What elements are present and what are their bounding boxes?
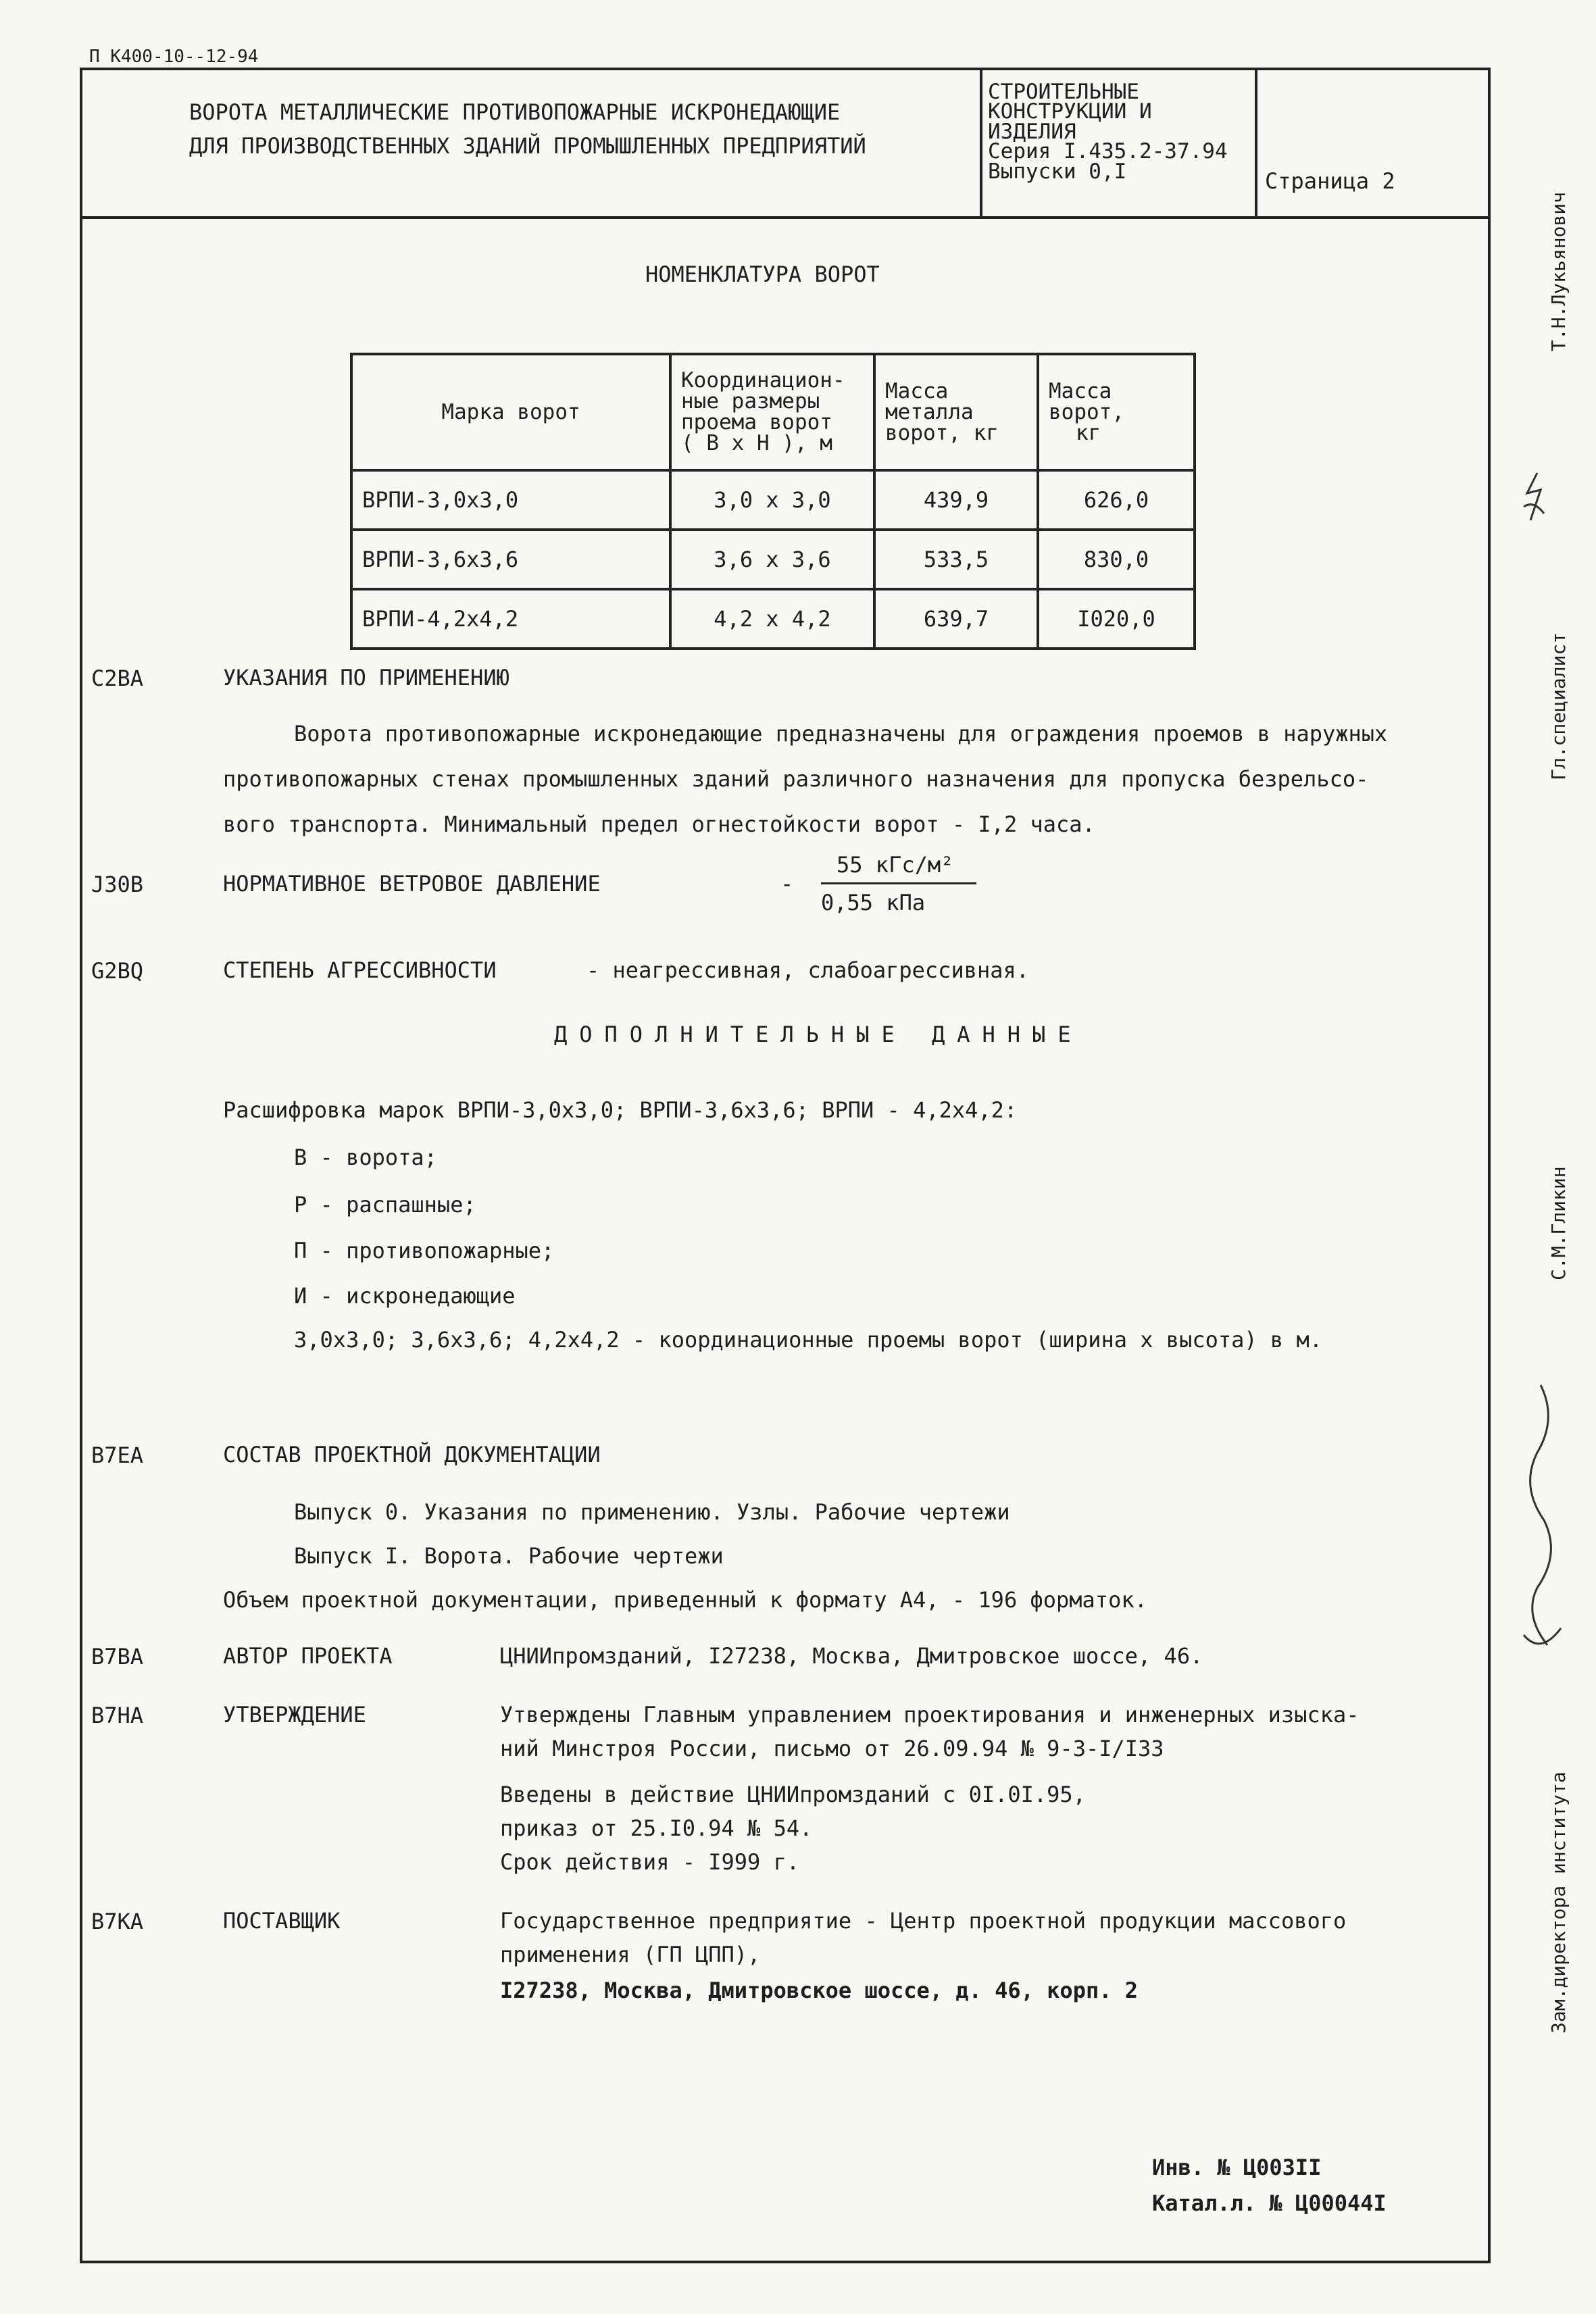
cell-size: 4,2 х 4,2 [670,589,874,649]
table-row [351,589,1195,649]
supplier-line: применения (ГП ЦПП), [500,1942,761,1967]
decode-sizes: 3,0х3,0; 3,6х3,6; 4,2х4,2 - координационные проемы ворот (ширина х высота) в м. [294,1327,1322,1353]
docs-heading: СОСТАВ ПРОЕКТНОЙ ДОКУМЕНТАЦИИ [223,1442,601,1467]
usage-line: вого транспорта. Минимальный предел огнестойкости ворот - I,2 часа. [223,811,1095,837]
header-line: Координацион- [681,368,845,393]
header-line: металла [885,399,974,424]
header-line: проема ворот [681,410,832,434]
section-code: В7КА [91,1909,144,1934]
header-line: Масса [1049,378,1112,403]
series-block [988,82,1228,182]
table-row [351,470,1195,530]
series-line: КОНСТРУКЦИИ И [988,99,1152,124]
section-code: В7НА [91,1703,144,1728]
cell-gate-mass: 830,0 [1038,530,1195,589]
table-row [351,530,1195,589]
document-reference: П К400-10--12-94 [89,47,259,67]
signature-mark [1510,1378,1571,1655]
header-line: кг [1076,420,1101,445]
approval-heading: УТВЕРЖДЕНИЕ [223,1702,366,1728]
docs-issue: Выпуск I. Ворота. Рабочие чертежи [294,1543,724,1569]
fraction-bar [821,882,976,884]
aggressive-value: - неагрессивная, слабоагрессивная. [587,957,1030,983]
doc-title-line2: ДЛЯ ПРОИЗВОДСТВЕННЫХ ЗДАНИЙ ПРОМЫШЛЕННЫХ ПРЕДПРИЯТИЙ [189,133,866,159]
signatory-name-2: С.М.Гликин [1547,1166,1570,1280]
nomenclature-title: НОМЕНКЛАТУРА ВОРОТ [645,261,880,287]
decode-text: Расшифровка марок ВРПИ-3,0х3,0; ВРПИ-3,6х3,6; ВРПИ - 4,2х4,2: [223,1097,1018,1123]
cell-mark: ВРПИ-3,6х3,6 [351,530,670,589]
aggressive-heading: СТЕПЕНЬ АГРЕССИВНОСТИ [223,957,497,983]
header-col-divider-1 [980,68,982,218]
series-issues: Выпуски 0,I [988,159,1127,184]
docs-volume: Объем проектной документации, приведенный к формату А4, - 196 форматок. [223,1587,1147,1613]
additional-heading: ДОПОЛНИТЕЛЬНЫЕ ДАННЫЕ [554,1022,1083,1047]
section-code: С2ВА [91,665,144,691]
cell-mark: ВРПИ-4,2х4,2 [351,589,670,649]
col-header-gate-mass [1038,354,1195,470]
decode-item: И - искронедающие [294,1283,516,1309]
inventory-number: Инв. № Ц003II [1152,2155,1322,2180]
supplier-line: Государственное предприятие - Центр проектной продукции массового [500,1908,1347,1934]
series-line: СТРОИТЕЛЬНЫЕ [988,80,1139,104]
approval-line: приказ от 25.I0.94 № 54. [500,1815,813,1841]
usage-line: Ворота противопожарные искронедающие предназначены для ограждения проемов в наружных [294,721,1388,747]
header-line: Масса [885,378,949,403]
cell-gate-mass: 626,0 [1038,470,1195,530]
header-line: ворот, кг [885,420,999,445]
signatory-name-1: Т.Н.Лукьянович [1547,191,1570,351]
wind-dash: - [780,871,794,897]
cell-size: 3,6 х 3,6 [670,530,874,589]
decode-item: Р - распашные; [294,1192,476,1217]
section-code: В7ВА [91,1644,144,1669]
docs-issue: Выпуск 0. Указания по применению. Узлы. Рабочие чертежи [294,1499,1010,1525]
cell-metal-mass: 639,7 [874,589,1038,649]
col-header-mark: Марка ворот [351,354,670,470]
wind-value-kpa: 0,55 кПа [821,890,926,915]
header-line: ные размеры [681,389,820,413]
catalog-number: Катал.л. № Ц00044I [1152,2190,1387,2216]
page-number: Страница 2 [1265,168,1395,194]
col-header-metal-mass [874,354,1038,470]
series-line: ИЗДЕЛИЯ [988,119,1076,144]
header-divider [80,216,1491,219]
doc-title-line1: ВОРОТА МЕТАЛЛИЧЕСКИЕ ПРОТИВОПОЖАРНЫЕ ИСКРОНЕДАЮЩИЕ [189,99,841,125]
usage-heading: УКАЗАНИЯ ПО ПРИМЕНЕНИЮ [223,665,509,690]
section-code: G2BQ [91,958,144,984]
approval-line: ний Минстроя России, письмо от 26.09.94 № 9-3-I/I33 [500,1736,1164,1761]
decode-item: В - ворота; [294,1145,437,1170]
usage-line: противопожарных стенах промышленных зданий различного назначения для пропуска безрельсо- [223,766,1369,792]
series-number: Серия I.435.2-37.94 [988,139,1228,164]
signature-mark [1510,466,1557,540]
supplier-line: I27238, Москва, Дмитровское шоссе, д. 46, корп. 2 [500,1978,1139,2003]
nomenclature-table [350,353,1196,650]
cell-metal-mass: 439,9 [874,470,1038,530]
table-header-row [351,354,1195,470]
header-line: ( В х Н ), м [681,431,832,455]
approval-line: Срок действия - I999 г. [500,1849,800,1875]
author-value: ЦНИИпромзданий, I27238, Москва, Дмитровское шоссе, 46. [500,1643,1203,1669]
cell-size: 3,0 х 3,0 [670,470,874,530]
header-col-divider-2 [1255,68,1257,218]
approval-line: Утверждены Главным управлением проектирования и инженерных изыска- [500,1702,1360,1728]
wind-value-kgs: 55 кГс/м² [837,852,954,878]
signatory-role-2: Зам.директора института [1547,1771,1570,2034]
wind-heading: НОРМАТИВНОЕ ВЕТРОВОЕ ДАВЛЕНИЕ [223,871,601,897]
decode-item: П - противопожарные; [294,1238,555,1263]
author-heading: АВТОР ПРОЕКТА [223,1643,393,1669]
cell-metal-mass: 533,5 [874,530,1038,589]
supplier-heading: ПОСТАВЩИК [223,1908,341,1934]
cell-mark: ВРПИ-3,0х3,0 [351,470,670,530]
section-code: В7ЕА [91,1442,144,1468]
approval-line: Введены в действие ЦНИИпромзданий с 0I.0I.95, [500,1782,1086,1807]
col-header-size [670,354,874,470]
section-code: J30B [91,872,144,897]
signatory-role-1: Гл.специалист [1547,632,1570,780]
header-line: ворот, [1049,399,1124,424]
cell-gate-mass: I020,0 [1038,589,1195,649]
